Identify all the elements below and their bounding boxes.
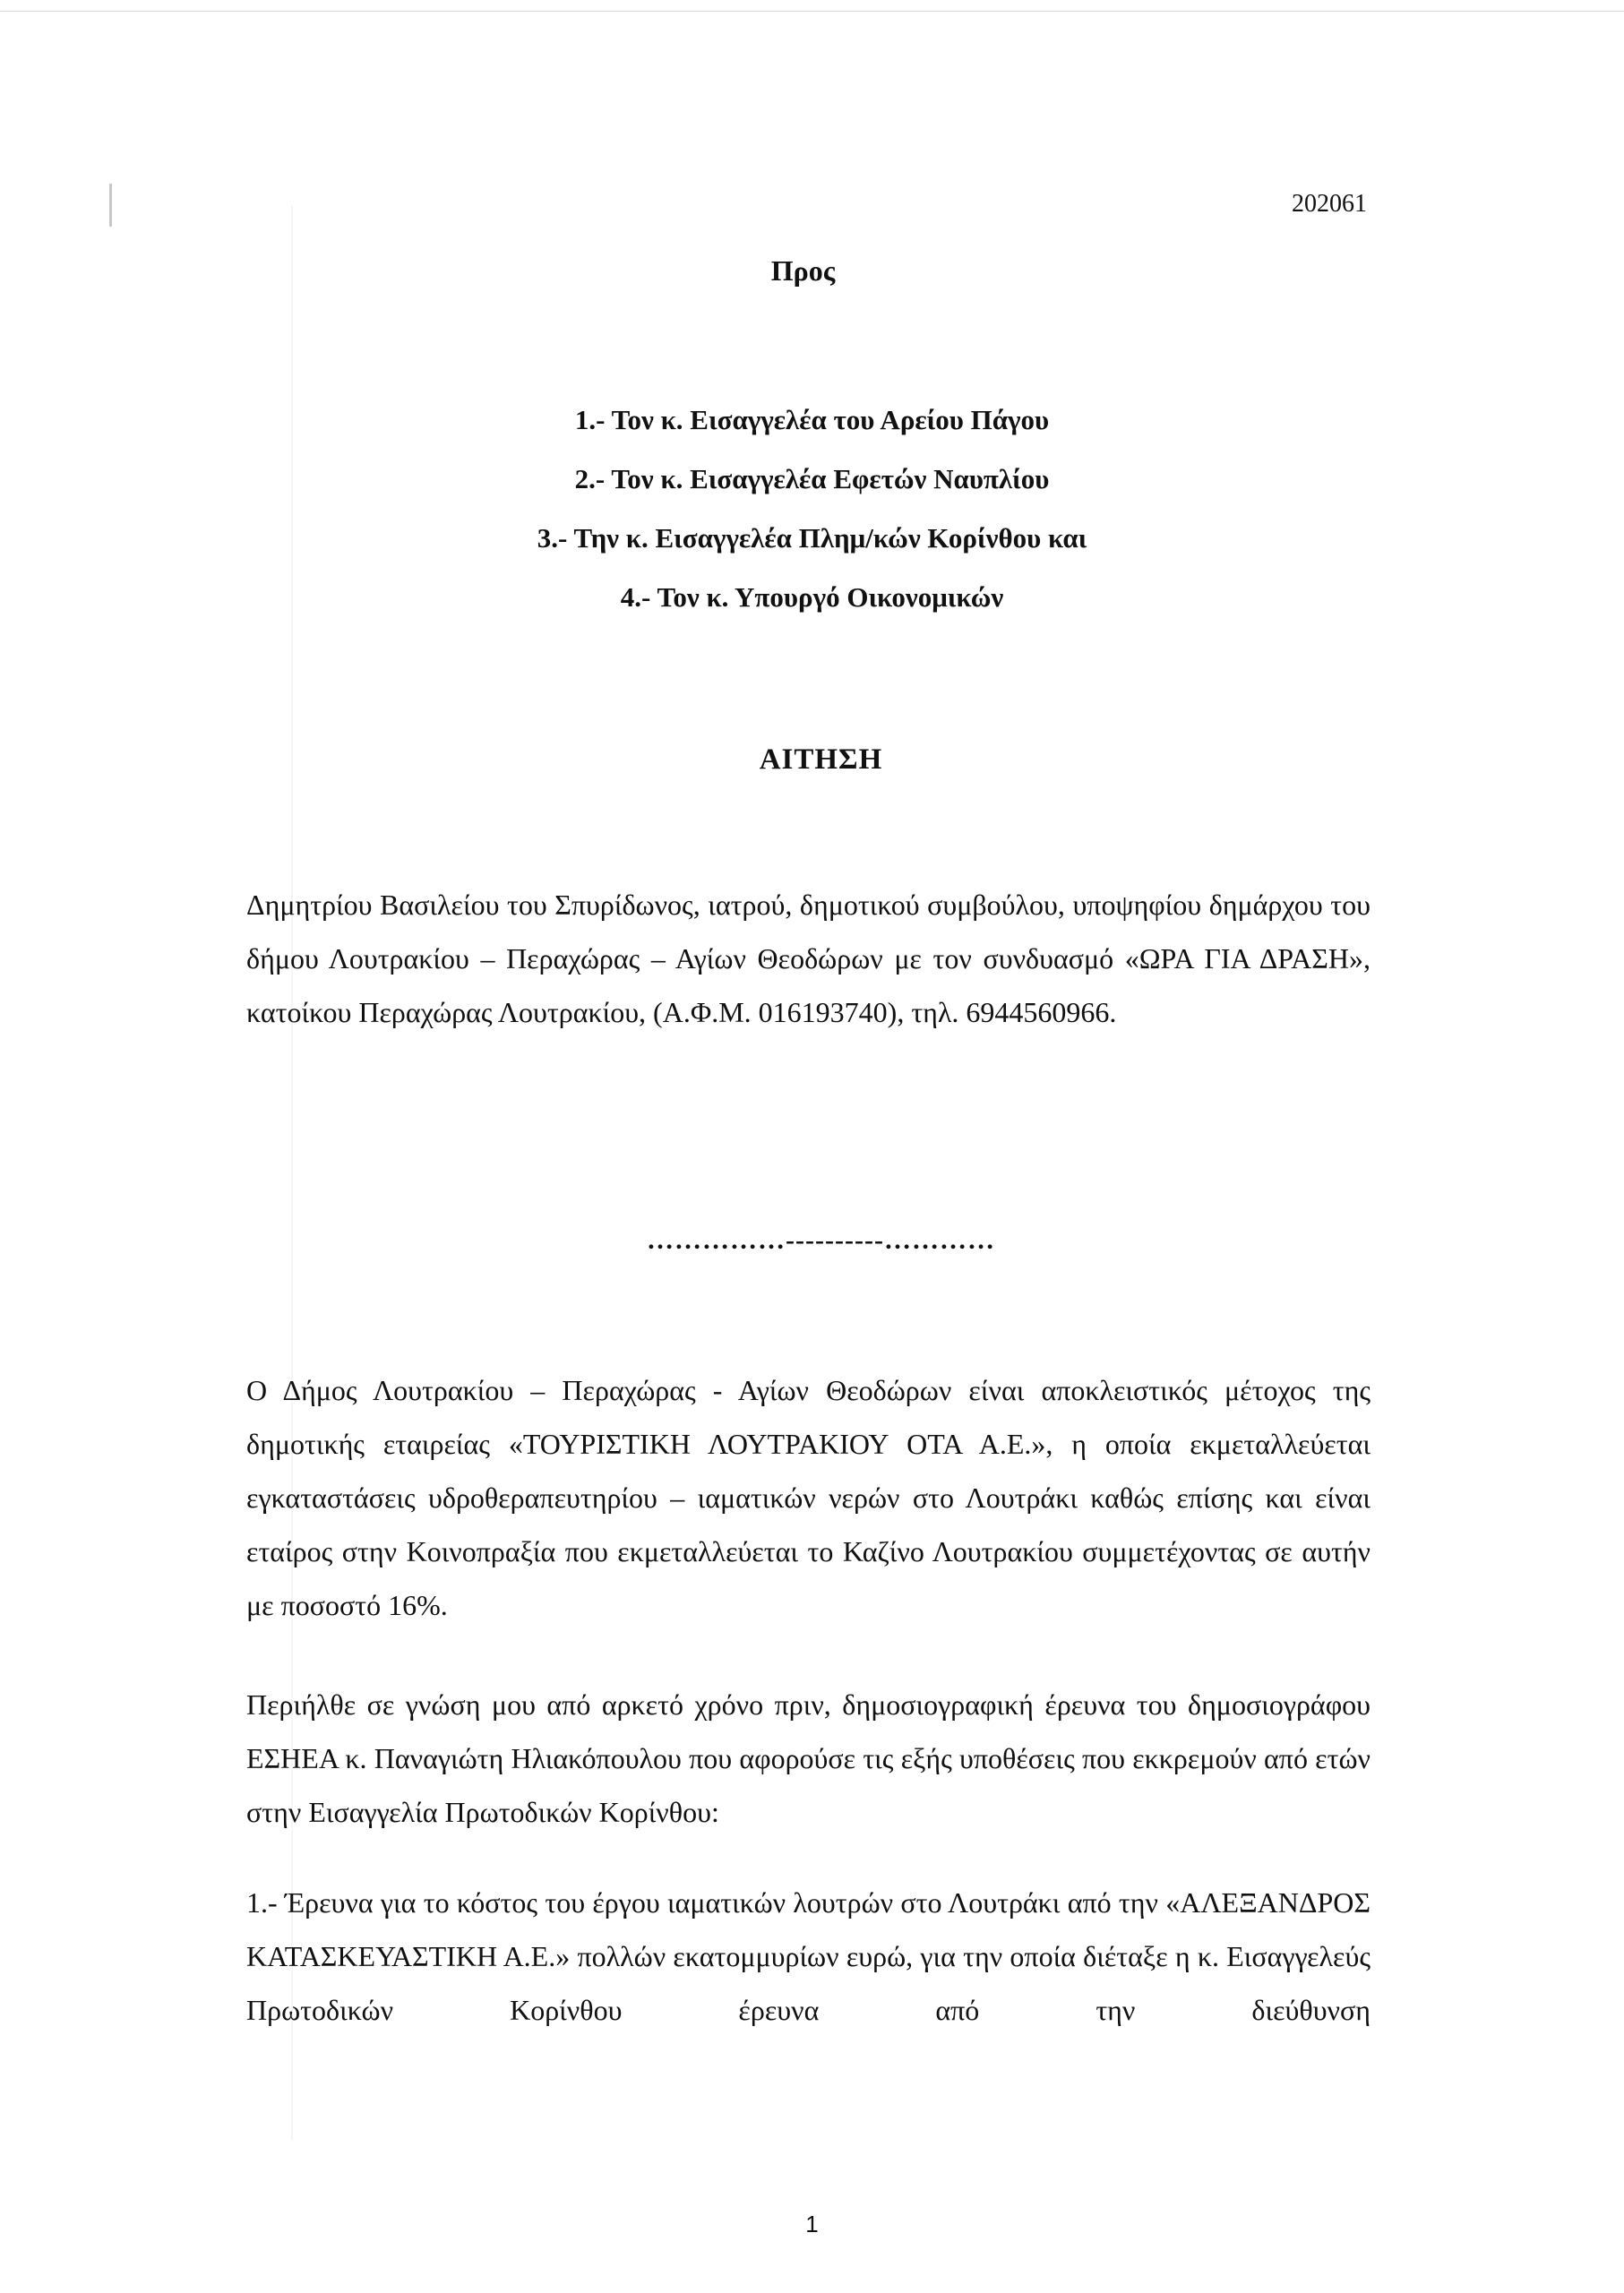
recipient-item: 1.- Τον κ. Εισαγγελέα του Αρείου Πάγου [574, 404, 1050, 435]
paragraph-text: Περιήλθε σε γνώση μου από αρκετό χρόνο πριν, δημοσιογραφική έρευνα του δημοσιογράφου ΕΣΗΕΑ κ. Παναγιώτη Ηλιακόπουλου που αφορούσε τις εξής υποθέσεις που εκκρεμούν από ετών στην Εισαγγελία Πρωτοδικών Κορίνθου: [246, 1688, 1371, 1828]
recipients-list [0, 391, 1624, 627]
body-paragraph [246, 1363, 1371, 1632]
recipient-item: 2.- Τον κ. Εισαγγελέα Εφετών Ναυπλίου [574, 463, 1050, 494]
applicant-text: Δημητρίου Βασιλείου του Σπυρίδωνος, ιατρού, δημοτικού συμβούλου, υποψηφίου δημάρχου του δήμου Λουτρακίου – Περαχώρας – Αγίων Θεοδώρων με τον συνδυασμό «ΩΡΑ ΓΙΑ ΔΡΑΣΗ», κατοίκου Περαχώρας Λουτρακίου, (Α.Φ.Μ. 016193740), τηλ. 6944560966. [246, 889, 1371, 1028]
document-title: ΑΙΤΗΣΗ [759, 743, 883, 776]
to-heading: Προς [770, 254, 836, 287]
applicant-paragraph [246, 878, 1371, 1039]
paragraph-text: Ο Δήμος Λουτρακίου – Περαχώρας - Αγίων Θεοδώρων είναι αποκλειστικός μέτοχος της δημοτικής εταιρείας «ΤΟΥΡΙΣΤΙΚΗ ΛΟΥΤΡΑΚΙΟΥ ΟΤΑ Α.Ε.», η οποία εκμεταλλεύεται εγκαταστάσεις υδροθεραπευτηρίου – ιαματικών νερών στο Λουτράκι καθώς επίσης και είναι εταίρος στην Κοινοπραξία που εκμεταλλεύεται το Καζίνο Λουτρακίου συμμετέχοντας σε αυτήν με ποσοστό 16%. [246, 1374, 1371, 1621]
body-paragraph [246, 1678, 1371, 1839]
paragraph-text: 1.- Έρευνα για το κόστος του έργου ιαματικών λουτρών στο Λουτράκι από την «ΑΛΕΞΑΝΔΡΟΣ ΚΑΤΑΣΚΕΥΑΣΤΙΚΗ Α.Ε.» πολλών εκατομμυρίων ευρώ, για την οποία διέταξε η κ. Εισαγγελεύς Πρωτοδικών Κορίνθου έρευνα από την διεύθυνση [246, 1886, 1371, 2026]
recipient-item: 3.- Την κ. Εισαγγελέα Πλημ/κών Κορίνθου και [537, 522, 1087, 554]
recipient-item: 4.- Τον κ. Υπουργό Οικονομικών [620, 581, 1004, 613]
document-number: 202061 [1292, 190, 1367, 218]
top-rule [0, 11, 1624, 12]
body-paragraph [246, 1876, 1371, 2037]
margin-mark [109, 184, 112, 227]
separator-line: ……………----------………… [647, 1225, 995, 1255]
page-number: 1 [805, 2211, 819, 2237]
